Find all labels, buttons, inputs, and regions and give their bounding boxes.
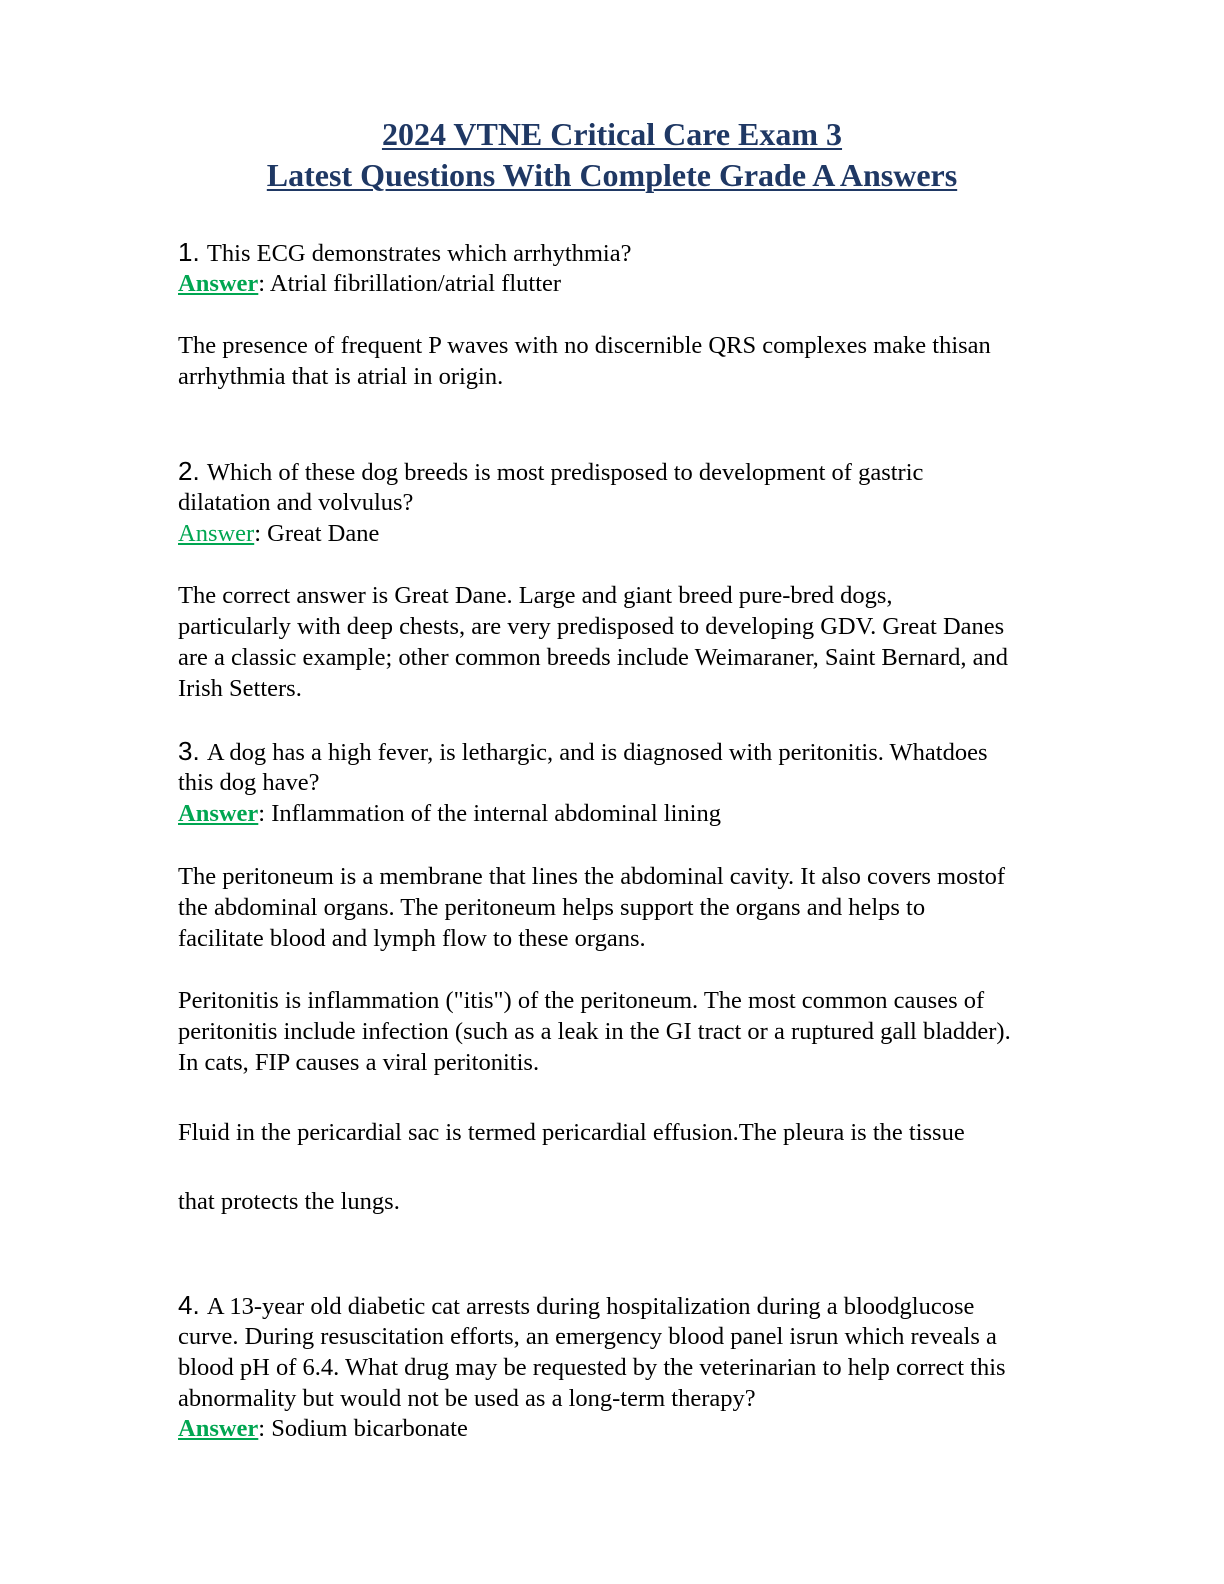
answer-label: Answer <box>178 800 259 827</box>
answer-text: : Inflammation of the internal abdominal lining <box>258 800 721 827</box>
question-4: 4. A 13-year old diabetic cat arrests during hospitalization during a bloodglucose <box>178 1290 975 1320</box>
answer-label: Answer <box>178 520 255 547</box>
question-text: A 13-year old diabetic cat arrests during hospitalization during a bloodglucose <box>206 1293 975 1320</box>
explanation-line: peritonitis include infection (such as a leak in the GI tract or a ruptured gall bladder). <box>178 1018 1011 1045</box>
question-number: 1 <box>178 237 193 267</box>
answer-1 <box>178 268 561 299</box>
explanation-line: Fluid in the pericardial sac is termed pericardial effusion.The pleura is the tissue <box>178 1119 965 1146</box>
explanation-line: the abdominal organs. The peritoneum helps support the organs and helps to <box>178 894 926 921</box>
explanation-line: facilitate blood and lymph flow to these organs. <box>178 925 646 952</box>
answer-text: : Atrial fibrillation/atrial flutter <box>258 270 562 297</box>
document-title-line-1: 2024 VTNE Critical Care Exam 3 <box>381 116 843 152</box>
document-title-line-2: Latest Questions With Complete Grade A Answers <box>266 157 958 193</box>
question-1: 1. This ECG demonstrates which arrhythmia? <box>178 237 632 267</box>
question-text-continued: abnormality but would not be used as a long-term therapy? <box>178 1385 756 1412</box>
question-text-continued: dilatation and volvulus? <box>178 489 414 516</box>
question-text-continued: this dog have? <box>178 769 320 796</box>
question-2: 2. Which of these dog breeds is most predisposed to development of gastric <box>178 456 924 486</box>
answer-text: : Sodium bicarbonate <box>258 1415 468 1442</box>
explanation-line: The peritoneum is a membrane that lines the abdominal cavity. It also covers mostof <box>178 863 1006 890</box>
answer-3 <box>178 798 721 829</box>
answer-label: Answer <box>178 1415 259 1442</box>
question-number: 2 <box>178 456 193 486</box>
question-number: 3 <box>178 736 193 766</box>
question-text: Which of these dog breeds is most predisposed to development of gastric <box>206 459 924 486</box>
explanation-line: The presence of frequent P waves with no discernible QRS complexes make thisan <box>178 332 991 359</box>
question-text: A dog has a high fever, is lethargic, and is diagnosed with peritonitis. Whatdoes <box>206 739 988 766</box>
answer-text: : Great Dane <box>254 520 380 547</box>
answer-4 <box>178 1413 468 1444</box>
answer-label: Answer <box>178 270 259 297</box>
explanation-line: that protects the lungs. <box>178 1188 400 1215</box>
question-text-continued: blood pH of 6.4. What drug may be requested by the veterinarian to help correct this <box>178 1354 1006 1381</box>
question-text-continued: curve. During resuscitation efforts, an emergency blood panel isrun which reveals a <box>178 1323 997 1350</box>
answer-2 <box>178 518 379 549</box>
explanation-line: are a classic example; other common breeds include Weimaraner, Saint Bernard, and <box>178 644 1008 671</box>
explanation-line: arrhythmia that is atrial in origin. <box>178 363 504 390</box>
explanation-line: In cats, FIP causes a viral peritonitis. <box>178 1049 540 1076</box>
explanation-line: The correct answer is Great Dane. Large and giant breed pure-bred dogs, <box>178 582 893 609</box>
explanation-line: particularly with deep chests, are very predisposed to developing GDV. Great Danes <box>178 613 1005 640</box>
explanation-line: Peritonitis is inflammation ("itis") of the peritoneum. The most common causes of <box>178 987 985 1014</box>
question-3: 3. A dog has a high fever, is lethargic, and is diagnosed with peritonitis. Whatdoes <box>178 736 988 766</box>
question-text: This ECG demonstrates which arrhythmia? <box>206 240 632 267</box>
explanation-line: Irish Setters. <box>178 675 302 702</box>
question-number: 4 <box>178 1290 193 1320</box>
